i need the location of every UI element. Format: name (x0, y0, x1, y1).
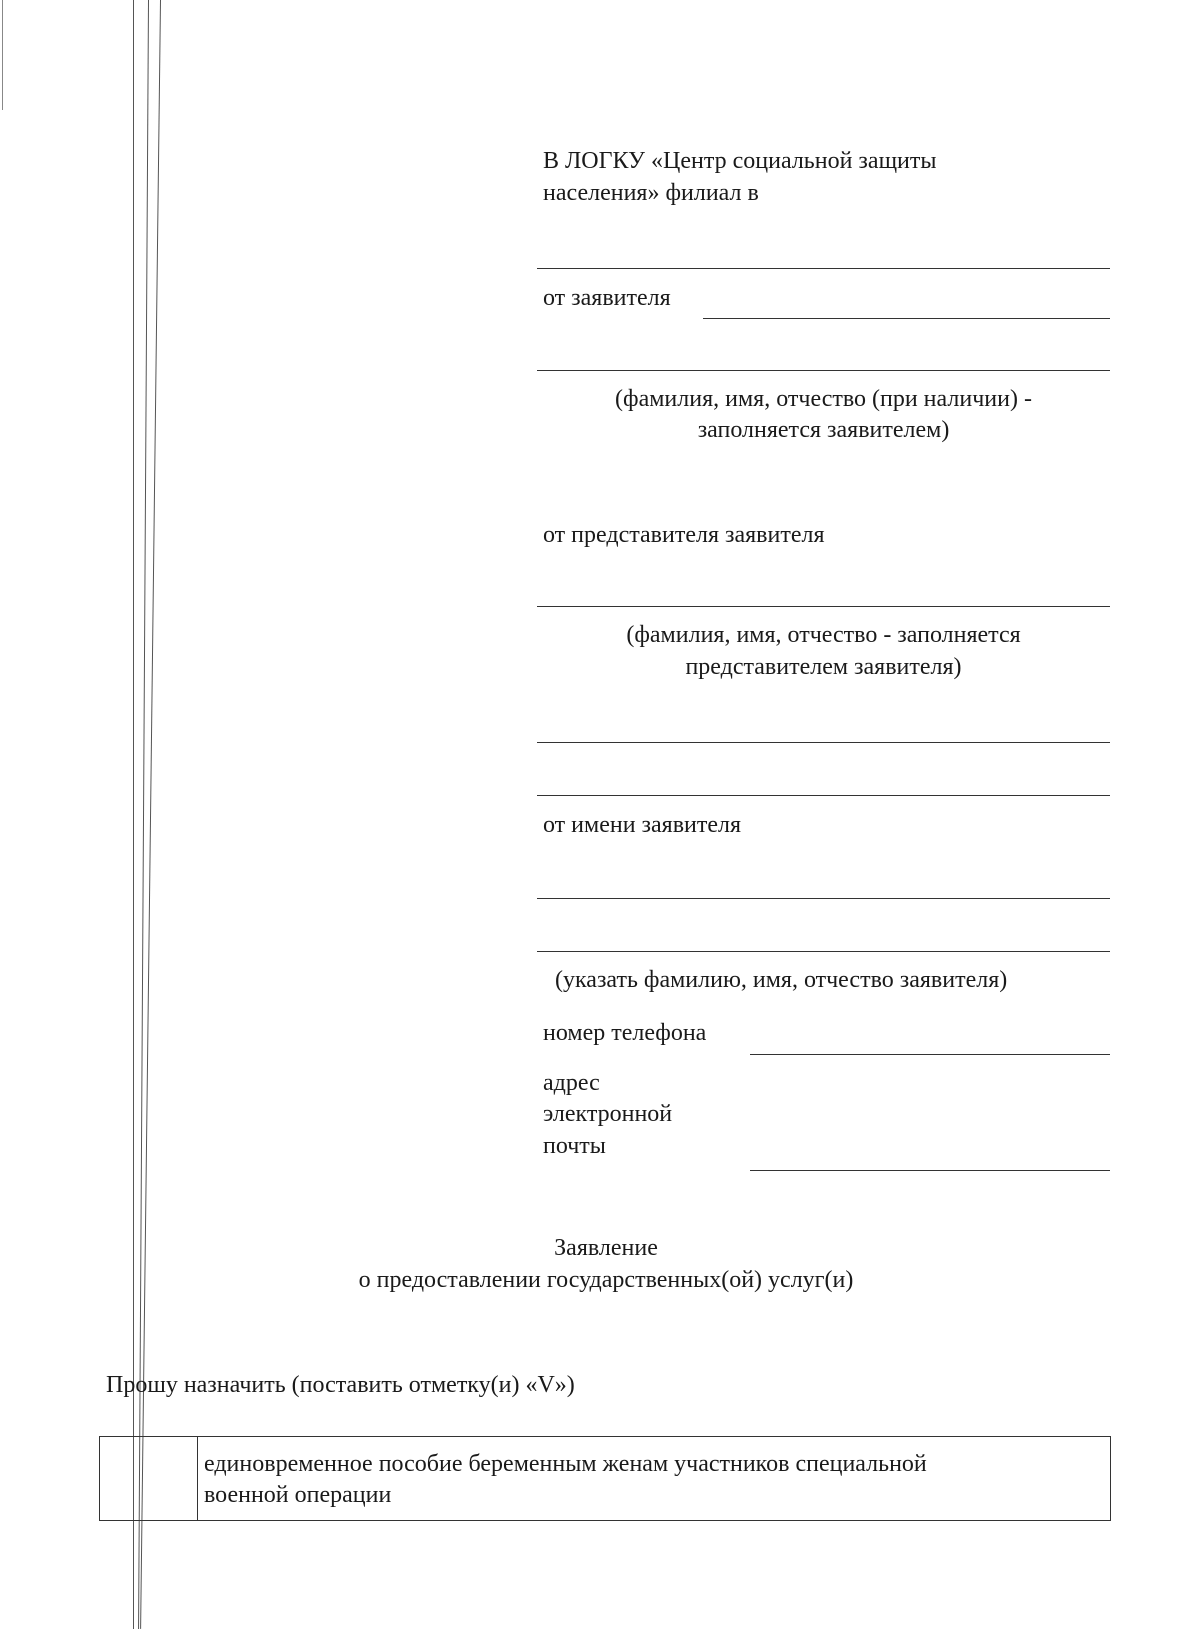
request-text: Прошу назначить (поставить отметку(и) «V») (106, 1372, 575, 1398)
email-label-1: адрес (543, 1070, 600, 1096)
phone-field[interactable] (750, 1054, 1110, 1055)
email-field[interactable] (750, 1170, 1110, 1171)
representative-hint-1: (фамилия, имя, отчество - заполняется (626, 622, 1021, 648)
applicant-hint-1: (фамилия, имя, отчество (при наличии) - (615, 386, 1032, 412)
applicant-field-1[interactable] (703, 318, 1110, 319)
email-label-3: почты (543, 1133, 606, 1159)
options-table-divider (197, 1436, 198, 1521)
on-behalf-field-2[interactable] (537, 951, 1110, 952)
recipient-branch-field[interactable] (537, 268, 1110, 269)
option-text-line-1: единовременное пособие беременным женам участников специальной (204, 1451, 927, 1477)
scan-artifact-line (2, 0, 3, 110)
representative-hint-2: представителем заявителя) (685, 654, 962, 680)
on-behalf-hint: (указать фамилию, имя, отчество заявителя) (555, 967, 1008, 993)
applicant-hint-2: заполняется заявителем) (697, 417, 950, 443)
applicant-field-2[interactable] (537, 370, 1110, 371)
recipient-line-2: населения» филиал в (543, 180, 759, 206)
option-text-line-2: военной операции (204, 1482, 392, 1508)
on-behalf-field-1[interactable] (537, 898, 1110, 899)
representative-field[interactable] (537, 606, 1110, 607)
applicant-label: от заявителя (543, 285, 671, 311)
representative-extra-field-2[interactable] (537, 795, 1110, 796)
option-checkbox-cell[interactable] (100, 1437, 196, 1520)
email-label-2: электронной (543, 1101, 673, 1127)
on-behalf-label: от имени заявителя (543, 812, 742, 838)
recipient-line-1: В ЛОГКУ «Центр социальной защиты (543, 148, 937, 174)
representative-label: от представителя заявителя (543, 522, 825, 548)
representative-extra-field-1[interactable] (537, 742, 1110, 743)
document-subtitle: о предоставлении государственных(ой) услуг(и) (358, 1267, 854, 1293)
document-title: Заявление (554, 1235, 658, 1261)
phone-label: номер телефона (543, 1020, 707, 1046)
